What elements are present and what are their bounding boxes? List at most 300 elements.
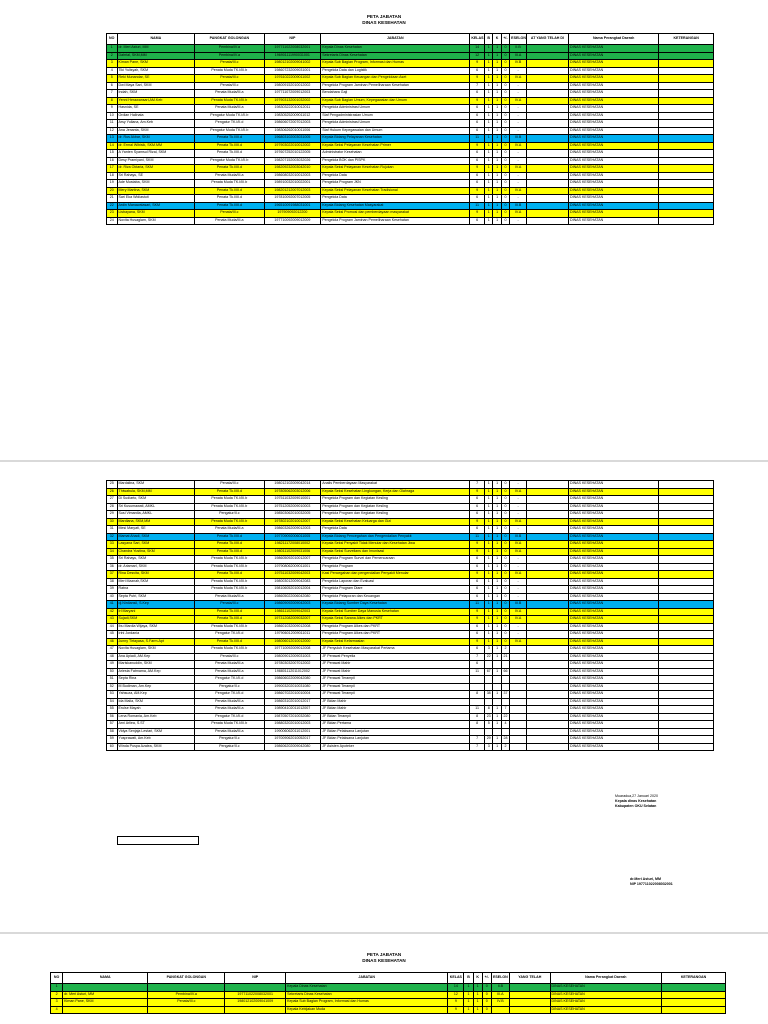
header-no: NO: [107, 34, 118, 45]
cell-nip: 198305252009011012: [264, 112, 321, 120]
cell-jabatan: Kepala Sub Bagian Umum, Kepegawaian dan Umum: [321, 97, 470, 105]
cell-nama: dr. Ermal Wibisik, SKM.MM: [117, 142, 195, 150]
cell-nip: 197906012009011011: [264, 631, 321, 639]
cell-kelas: 6: [470, 217, 485, 225]
cell-eselon: IV.B: [510, 60, 527, 68]
cell-jabatan: Bendahara Gaji: [321, 90, 470, 98]
cell-nama: Yahsuza, AM.Kep: [117, 691, 195, 699]
cell-nip: 198201212007012003: [264, 187, 321, 195]
cell-selisih: 22: [501, 713, 509, 721]
cell-b: 1: [485, 90, 493, 98]
cell-eselon: [510, 728, 527, 736]
cell-perangkat-daerah: DINAS KESEHATAN: [568, 52, 658, 60]
cell-jabatan: Kasi Pencegahan dan pengendalian Penyakit Menular: [321, 571, 470, 579]
cell-b: 5: [485, 721, 493, 729]
cell-eselon: IV.A: [510, 638, 527, 646]
header-eselon: ESELON: [491, 973, 509, 984]
cell-b: 1: [464, 1006, 473, 1014]
cell-yang-telah: [526, 601, 568, 609]
cell-keterangan: [659, 698, 714, 706]
cell-pangkat: Penata Muda TK.I/III.b: [195, 180, 264, 188]
cell-k: 1: [493, 496, 501, 504]
cell-b: 1: [485, 518, 493, 526]
cell-jabatan: JF Perawat Terampil: [321, 691, 470, 699]
cell-jabatan: JF Perawat Terampil: [321, 683, 470, 691]
cell-eselon: [510, 721, 527, 729]
cell-perangkat-daerah: DINAS KESEHATAN: [568, 496, 658, 504]
cell-b: 1: [485, 578, 493, 586]
cell-kelas: 9: [470, 541, 485, 549]
cell-selisih: 0: [501, 623, 509, 631]
cell-jabatan: Pengelola Pelaporan dan Keuangan: [321, 593, 470, 601]
cell-kelas: 6: [470, 180, 485, 188]
cell-keterangan: [662, 984, 726, 992]
cell-kelas: [470, 676, 485, 684]
table-row: [107, 593, 714, 601]
table-row: [107, 496, 714, 504]
cell-perangkat-daerah: DINAS KESEHATAN: [568, 646, 658, 654]
cell-perangkat-daerah: DINAS KESEHATAN: [568, 60, 658, 68]
cell-eselon: [510, 698, 527, 706]
cell-nama: Sujadi,SKM: [117, 616, 195, 624]
cell-jabatan: Staf Pengadministrasian Umum: [321, 112, 470, 120]
cell-perangkat-daerah: DINAS KESEHATAN: [568, 683, 658, 691]
cell-b: [485, 661, 493, 669]
cell-selisih: 0: [501, 75, 509, 83]
cell-no: 20: [107, 187, 118, 195]
cell-keterangan: [659, 676, 714, 684]
cell-nama: Novita Husaglam, SKM: [117, 646, 195, 654]
cell-pangkat: Penata Muda/III.a: [195, 728, 264, 736]
cell-jabatan: Pengelola Administrasi Umum: [321, 120, 470, 128]
cell-pangkat: Penata/III.c: [195, 75, 264, 83]
cell-no: 11: [107, 120, 118, 128]
cell-kelas: 9: [470, 548, 485, 556]
cell-no: 59: [107, 736, 118, 744]
signature-role-1: Kepala dinas Kesehatan: [615, 799, 657, 803]
cell-nama: Ratna: [117, 586, 195, 594]
cell-keterangan: [659, 563, 714, 571]
cell-selisih: 0: [482, 991, 491, 999]
cell-nama: Yenni Herawansari,AM.Keb: [117, 97, 195, 105]
cell-b: 1: [485, 210, 493, 218]
cell-kelas: 9: [448, 1006, 464, 1014]
cell-jabatan: Pengelola Data dan Logistik: [321, 67, 470, 75]
cell-keterangan: [659, 105, 714, 113]
cell-kelas: 6: [470, 67, 485, 75]
table-row: [107, 571, 714, 579]
cell-keterangan: [659, 142, 714, 150]
cell-k: 1: [493, 713, 501, 721]
cell-b: 29: [485, 736, 493, 744]
cell-yang-telah: [526, 623, 568, 631]
cell-k: 1: [493, 691, 501, 699]
cell-k: 1: [493, 105, 501, 113]
doc-title: PETA JABATAN: [366, 14, 402, 19]
cell-pangkat: [148, 984, 225, 992]
cell-nip: 198211172008010002: [264, 541, 321, 549]
cell-nip: 198209232003042010: [264, 165, 321, 173]
cell-nip: 197903132001032002: [264, 97, 321, 105]
cell-no: 28: [107, 503, 118, 511]
table-row: [107, 210, 714, 218]
cell-jabatan: Pengelola Administrasi Umum: [321, 105, 470, 113]
cell-no: 52: [107, 683, 118, 691]
cell-yang-telah: [526, 150, 568, 158]
cell-jabatan: JF Perawat Mahir: [321, 661, 470, 669]
cell-pangkat: Penata Muda/III.a: [195, 668, 264, 676]
cell-k: 1: [493, 67, 501, 75]
cell-perangkat-daerah: DINAS KESEHATAN: [568, 518, 658, 526]
cell-eselon: III.A: [491, 991, 509, 999]
cell-nama: Irini Jordania: [117, 631, 195, 639]
cell-k: 1: [493, 623, 501, 631]
cell-pangkat: Pembina/IV.a: [195, 52, 264, 60]
table-row: [107, 721, 714, 729]
cell-b: 67: [485, 668, 493, 676]
cell-keterangan: [659, 706, 714, 714]
cell-nip: 197711072009012003: [264, 90, 321, 98]
cell-jabatan: Pengelola Program JKN: [321, 180, 470, 188]
cell-yang-telah: [526, 97, 568, 105]
cell-b: 1: [485, 503, 493, 511]
cell-no: 40: [107, 593, 118, 601]
cell-yang-telah: [526, 653, 568, 661]
table-row: [107, 601, 714, 609]
cell-nama: Kiman Pane, SKM: [63, 999, 148, 1007]
cell-keterangan: [659, 90, 714, 98]
cell-b: 1: [485, 556, 493, 564]
cell-yang-telah: [526, 75, 568, 83]
cell-jabatan: Kepala Kebijakan Muda: [286, 1006, 448, 1014]
cell-kelas: 8: [470, 721, 485, 729]
cell-selisih: 0: [501, 571, 509, 579]
cell-b: 1: [485, 82, 493, 90]
cell-no: 58: [107, 728, 118, 736]
cell-jabatan: Pengelola Program Diare: [321, 586, 470, 594]
cell-b: 1: [485, 187, 493, 195]
cell-pangkat: Pengatur TK.I/II.d: [195, 676, 264, 684]
table-row: [107, 105, 714, 113]
cell-selisih: 0: [501, 210, 509, 218]
cell-keterangan: [659, 518, 714, 526]
table-row: [107, 75, 714, 83]
cell-selisih: 28: [501, 736, 509, 744]
cell-no: 44: [107, 623, 118, 631]
cell-selisih: 2: [501, 743, 509, 751]
cell-keterangan: [662, 991, 726, 999]
cell-keterangan: [659, 52, 714, 60]
cell-yang-telah: [526, 736, 568, 744]
table-row: [107, 187, 714, 195]
cell-keterangan: [659, 743, 714, 751]
cell-selisih: 0: [501, 165, 509, 173]
cell-pangkat: Penata Tk.I/III.d: [195, 571, 264, 579]
cell-selisih: 0: [501, 526, 509, 534]
cell-b: 1: [485, 150, 493, 158]
table-row: [51, 1006, 726, 1014]
cell-kelas: 6: [470, 120, 485, 128]
table-row: [107, 45, 714, 53]
cell-nama: Thiwabula, SKM,MM: [117, 488, 195, 496]
cell-nip: [225, 984, 286, 992]
cell-no: 56: [107, 713, 118, 721]
cell-pangkat: Pengatur TK.I/II.d: [195, 120, 264, 128]
cell-k: 1: [493, 541, 501, 549]
table-row: [107, 541, 714, 549]
cell-no: 5: [107, 75, 118, 83]
header-nama: NAMA: [117, 34, 195, 45]
cell-b: 1: [485, 638, 493, 646]
cell-selisih: 7: [501, 706, 509, 714]
header-nip: NIP: [225, 973, 286, 984]
cell-jabatan: Pengelola Data: [321, 172, 470, 180]
cell-nip: 198606202009042080: [264, 743, 321, 751]
cell-no: 24: [107, 217, 118, 225]
cell-nip: 198306262010011006: [264, 127, 321, 135]
cell-jabatan: JF Perawat Mahir: [321, 668, 470, 676]
cell-kelas: 7: [470, 653, 485, 661]
cell-yang-telah: [526, 157, 568, 165]
cell-eselon: IV.A: [510, 518, 527, 526]
header-row: [107, 34, 714, 45]
cell-selisih: 4: [501, 721, 509, 729]
cell-no: 19: [107, 180, 118, 188]
table-row: [51, 991, 726, 999]
cell-nama: Ade Mustaba, SKM: [117, 180, 195, 188]
cell-perangkat-daerah: DINAS KESEHATAN: [568, 728, 658, 736]
cell-nama: [63, 1006, 148, 1014]
cell-yang-telah: [526, 646, 568, 654]
cell-keterangan: [659, 496, 714, 504]
cell-nama: dr. Riza Oktaria, SKM: [117, 165, 195, 173]
cell-no: 6: [107, 82, 118, 90]
cell-k: 1: [493, 578, 501, 586]
table-row: [107, 736, 714, 744]
cell-keterangan: [659, 653, 714, 661]
cell-nama: Susi Vimardia, AMKL: [117, 511, 195, 519]
cell-perangkat-daerah: DINAS KESEHATAN: [568, 210, 658, 218]
cell-nama: Junny Tirtayasa, S.Farm.Apt: [117, 638, 195, 646]
cell-b: 1: [485, 571, 493, 579]
cell-selisih: 0: [501, 187, 509, 195]
cell-pangkat: Penata/III.c: [195, 481, 264, 489]
header-kelas: KELAS: [448, 973, 464, 984]
cell-selisih: 0: [501, 157, 509, 165]
header-jabatan: JABATAN: [286, 973, 448, 984]
cell-k: 1: [493, 157, 501, 165]
cell-k: 1: [493, 646, 501, 654]
cell-b: 1: [485, 488, 493, 496]
table-row: [107, 90, 714, 98]
cell-kelas: 6: [470, 563, 485, 571]
cell-kelas: 6: [470, 150, 485, 158]
cell-nip: 197803032007012002: [264, 661, 321, 669]
cell-eselon: IV.A: [510, 488, 527, 496]
cell-perangkat-daerah: DINAS KESEHATAN: [568, 105, 658, 113]
table-row: [107, 97, 714, 105]
cell-selisih: 0: [501, 556, 509, 564]
cell-pangkat: Pengatur TK.I/II.d: [195, 631, 264, 639]
cell-eselon: [510, 676, 527, 684]
table-row: [107, 82, 714, 90]
cell-jabatan: Pengelola Program Alkes dan PKRT: [321, 631, 470, 639]
cell-eselon: -: [510, 172, 527, 180]
cell-k: 1: [493, 743, 501, 751]
cell-k: 1: [493, 638, 501, 646]
cell-keterangan: [659, 541, 714, 549]
cell-pangkat: Penata Muda TK.I/III.b: [195, 586, 264, 594]
position-table-2: [106, 480, 714, 751]
cell-pangkat: Penata Tk.I/III.d: [195, 541, 264, 549]
cell-pangkat: Penata/III.c: [195, 601, 264, 609]
cell-nip: 197312082009032007: [264, 616, 321, 624]
table-row: [107, 135, 714, 143]
cell-kelas: 6: [470, 556, 485, 564]
cell-nip: 198003012009042083: [264, 578, 321, 586]
cell-eselon: -: [510, 578, 527, 586]
cell-yang-telah: [526, 661, 568, 669]
cell-no: 41: [107, 601, 118, 609]
cell-nama: Meri Maznah,SKM: [117, 578, 195, 586]
cell-b: [485, 683, 493, 691]
cell-eselon: -: [510, 180, 527, 188]
cell-nama: Indah, SKM: [117, 90, 195, 98]
cell-nama: Ibu Mardia Wijaya, SKM: [117, 623, 195, 631]
cell-no: 33: [107, 541, 118, 549]
cell-k: 1: [493, 481, 501, 489]
table-row: [107, 646, 714, 654]
cell-no: 31: [107, 526, 118, 534]
cell-kelas: 9: [470, 571, 485, 579]
cell-eselon: -: [510, 195, 527, 203]
cell-keterangan: [659, 180, 714, 188]
cell-yang-telah: [526, 90, 568, 98]
cell-k: 1: [493, 52, 501, 60]
cell-pangkat: Penata Muda TK.I/III.b: [195, 496, 264, 504]
table-row: [107, 127, 714, 135]
cell-keterangan: [659, 586, 714, 594]
cell-kelas: 9: [470, 60, 485, 68]
cell-eselon: -: [510, 67, 527, 75]
cell-kelas: 6: [470, 503, 485, 511]
cell-perangkat-daerah: DINAS KESEHATAN: [568, 533, 658, 541]
cell-k: 1: [493, 60, 501, 68]
cell-keterangan: [659, 736, 714, 744]
cell-nama: Erulse Mayah: [117, 706, 195, 714]
cell-eselon: IV.A: [510, 210, 527, 218]
cell-pangkat: Penata Tk.I/III.d: [195, 608, 264, 616]
cell-eselon: III.A: [510, 52, 527, 60]
cell-yang-telah: [526, 548, 568, 556]
cell-keterangan: [659, 210, 714, 218]
cell-k: 1: [493, 706, 501, 714]
cell-selisih: [501, 728, 509, 736]
cell-nip: 198012102009041002: [264, 60, 321, 68]
cell-selisih: 2: [501, 646, 509, 654]
cell-no: 2: [51, 991, 63, 999]
cell-jabatan: Administrator Kesehatan: [321, 150, 470, 158]
cell-b: 1: [485, 533, 493, 541]
cell-kelas: 9: [470, 608, 485, 616]
cell-pangkat: Penata Tk.I/III.d: [195, 135, 264, 143]
cell-eselon: -: [510, 631, 527, 639]
cell-selisih: 0: [501, 616, 509, 624]
cell-pangkat: Penata/III.c: [195, 82, 264, 90]
cell-pangkat: Penata/III.c: [148, 999, 225, 1007]
cell-k: 1: [493, 112, 501, 120]
table-row: [107, 683, 714, 691]
cell-b: 1: [485, 112, 493, 120]
cell-jabatan: Pengelola Program Jaminan Pemeliharaan Kesehatan: [321, 82, 470, 90]
cell-eselon: [510, 653, 527, 661]
cell-jabatan: Pengelola Data: [321, 526, 470, 534]
header-selisih: +/-: [501, 34, 509, 45]
cell-nama: Yusprawati, Am.Keb: [117, 736, 195, 744]
cell-keterangan: [659, 157, 714, 165]
cell-selisih: 0: [501, 142, 509, 150]
cell-jabatan: Analis Pemberdayaan Masyarakat: [321, 481, 470, 489]
cell-nama: Novita Husaglam, SKM: [117, 217, 195, 225]
cell-perangkat-daerah: DINAS KESEHATAN: [568, 713, 658, 721]
cell-yang-telah: [526, 586, 568, 594]
cell-selisih: 0: [501, 548, 509, 556]
cell-nip: 198801112011012002: [264, 668, 321, 676]
cell-nip: 199006062011012001: [264, 728, 321, 736]
cell-nama: Rina Desvita, SKM: [117, 571, 195, 579]
signature-place-date: Muaradua,27 Januari 2020: [615, 794, 658, 798]
cell-b: 1: [485, 60, 493, 68]
table-row: [107, 150, 714, 158]
table-row: [107, 563, 714, 571]
cell-eselon: -: [510, 150, 527, 158]
cell-selisih: 0: [501, 67, 509, 75]
cell-jabatan: JF Perawat Terampil: [321, 676, 470, 684]
cell-b: 1: [485, 217, 493, 225]
cell-pangkat: Pengatur TK.I/II.d: [195, 713, 264, 721]
cell-b: 1: [485, 120, 493, 128]
cell-selisih: 0: [501, 82, 509, 90]
cell-no: 45: [107, 631, 118, 639]
cell-b: 38: [485, 691, 493, 699]
cell-yang-telah: [526, 511, 568, 519]
cell-selisih: 66: [501, 668, 509, 676]
cell-eselon: III.B: [510, 135, 527, 143]
cell-yang-telah: [526, 556, 568, 564]
cell-jabatan: JF Penyuluh Kesehatan Masyarakat Pertama: [321, 646, 470, 654]
cell-kelas: 9: [470, 187, 485, 195]
cell-jabatan: Pengelola Program Jaminan Pemeliharaan Kesehatan: [321, 217, 470, 225]
cell-nip: 197711022008032001: [225, 991, 286, 999]
signature-nip: NIP 197711022008032001: [630, 882, 673, 886]
cell-perangkat-daerah: DINAS KESEHATAN: [568, 571, 658, 579]
cell-nama: Ardin Manawatasari, SKM: [117, 202, 195, 210]
cell-b: 1: [485, 202, 493, 210]
cell-yang-telah: [510, 984, 551, 992]
cell-b: 1: [485, 593, 493, 601]
cell-nip: 198605092010012007: [264, 556, 321, 564]
cell-nip: 198012102009041009: [225, 999, 286, 1007]
cell-no: 14: [107, 142, 118, 150]
cell-kelas: 9: [470, 638, 485, 646]
header-yang-telah: AT YANG TELAH DI: [526, 34, 568, 45]
cell-eselon: [510, 646, 527, 654]
cell-selisih: 0: [501, 638, 509, 646]
cell-perangkat-daerah: DINAS KESEHATAN: [568, 676, 658, 684]
cell-k: [493, 683, 501, 691]
doc-subtitle: DINAS KESEHATAN: [362, 20, 406, 25]
cell-nip: 198607232009031001: [264, 67, 321, 75]
